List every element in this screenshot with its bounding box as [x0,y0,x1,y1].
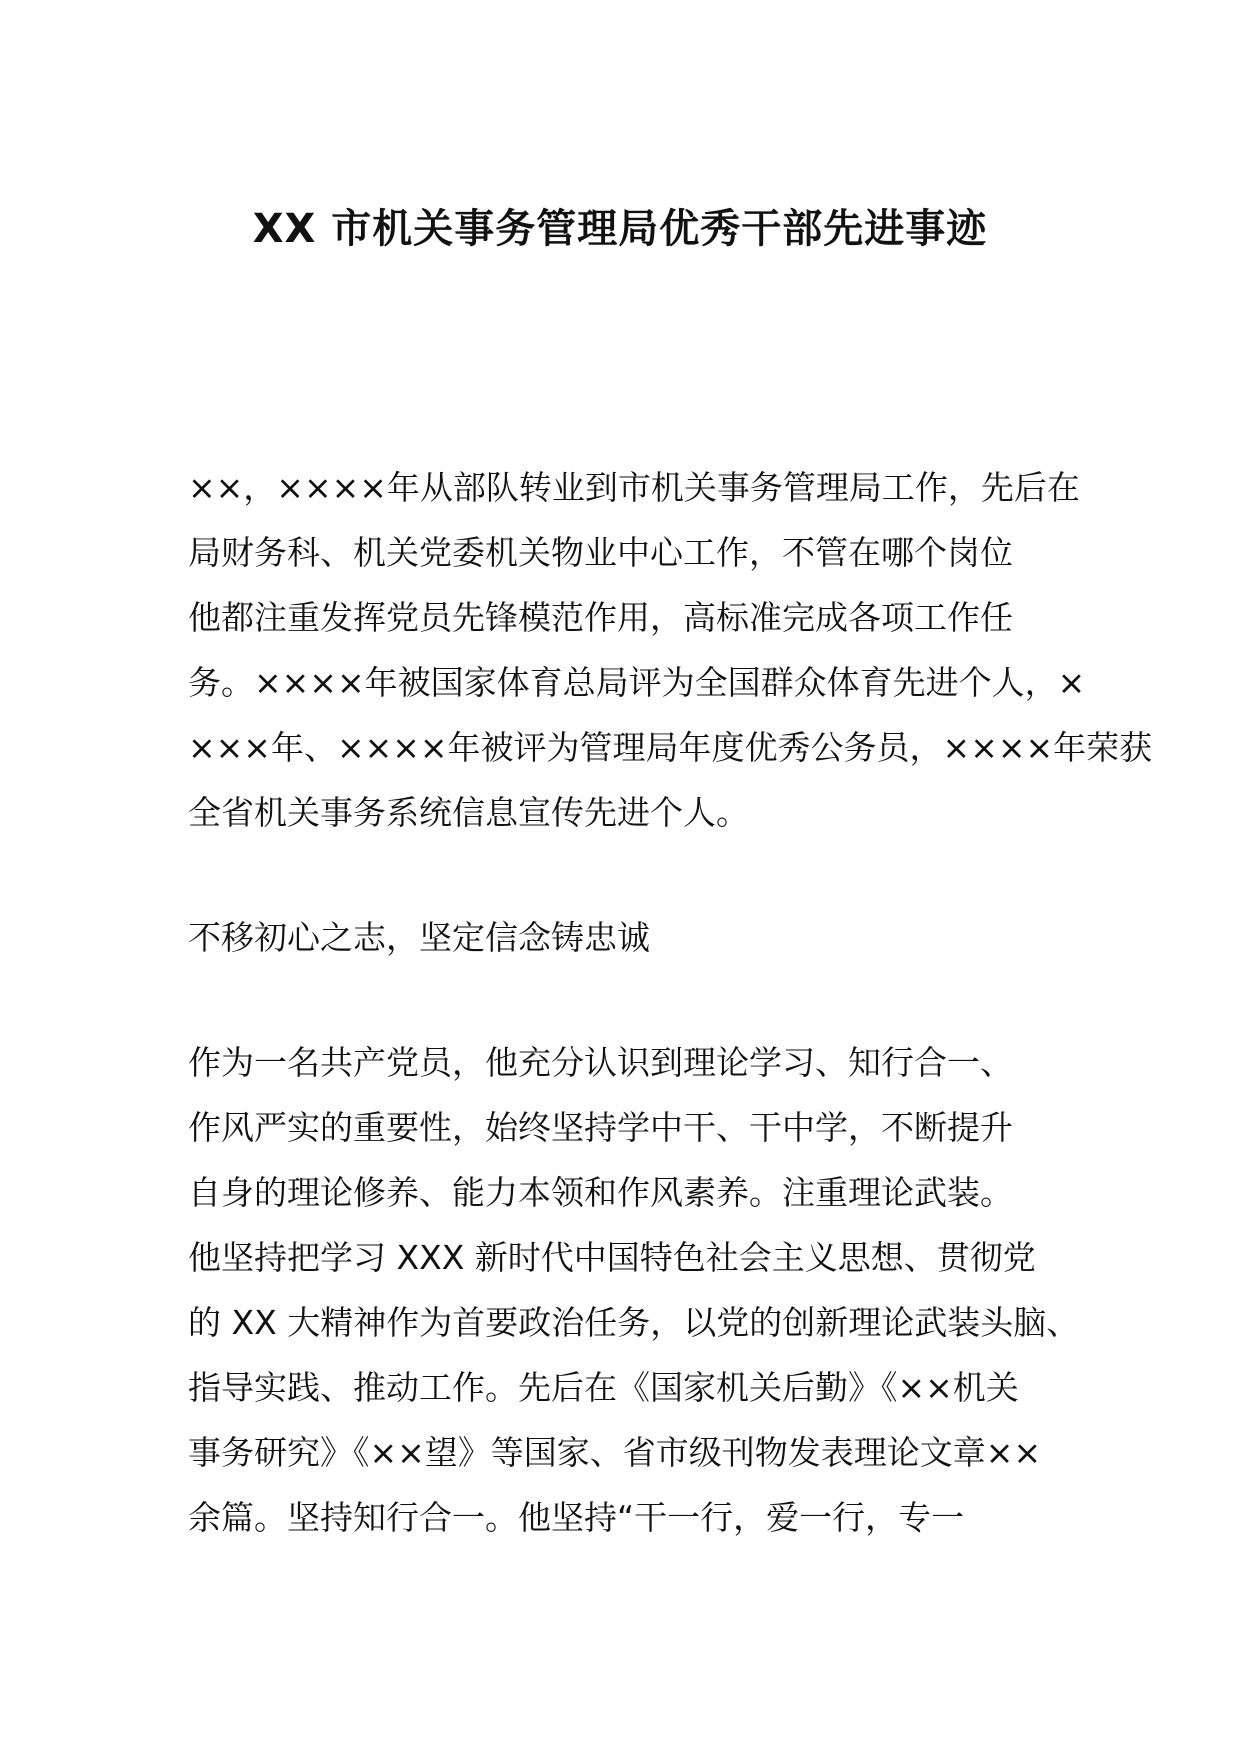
text-line: 作风严实的重要性，始终坚持学中干、干中学，不断提升 [188,1108,1013,1147]
text-line: 作为一名共产党员，他充分认识到理论学习、知行合一、 [188,1043,1013,1082]
text-line: ××，××××年从部队转业到市机关事务管理局工作，先后在 [188,468,1080,507]
text-line: 的 XX 大精神作为首要政治任务，以党的创新理论武装头脑、 [188,1303,1080,1342]
text-line: 务。××××年被国家体育总局评为全国群众体育先进个人，× [188,663,1086,702]
text-line: 指导实践、推动工作。先后在《国家机关后勤》《××机关 [188,1368,1019,1407]
text-line: 事务研究》《××望》等国家、省市级刊物发表理论文章×× [188,1433,1042,1472]
text-line: 自身的理论修养、能力本领和作风素养。注重理论武装。 [188,1173,1013,1212]
intro-paragraph [188,455,1153,845]
text-line: ×××年、××××年被评为管理局年度优秀公务员，××××年荣获 [188,728,1153,767]
text-line: 他都注重发挥党员先锋模范作用，高标准完成各项工作任 [188,598,1013,637]
section-heading-text: 不移初心之志，坚定信念铸忠诚 [188,918,650,957]
text-line: 全省机关事务系统信息宣传先进个人。 [188,793,749,832]
body-paragraph [188,1030,1080,1550]
text-line: 余篇。坚持知行合一。他坚持“干一行，爱一行，专一 [188,1498,965,1537]
document-title: XX 市机关事务管理局优秀干部先进事迹 [252,206,988,252]
text-line: 他坚持把学习 XXX 新时代中国特色社会主义思想、贯彻党 [188,1238,1036,1277]
text-line: 局财务科、机关党委机关物业中心工作，不管在哪个岗位 [188,533,1013,572]
section-heading [188,905,1058,970]
